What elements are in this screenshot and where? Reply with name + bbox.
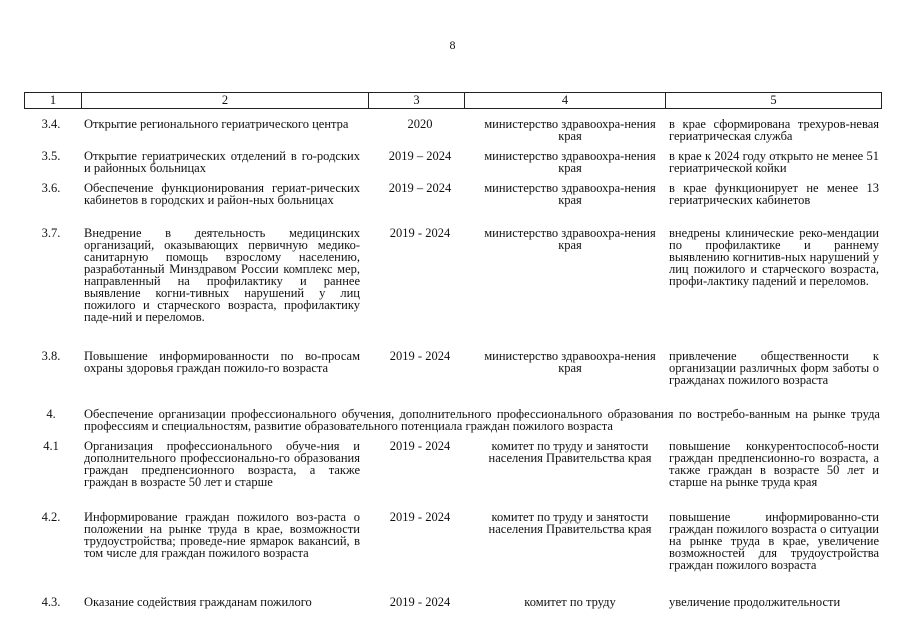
row-executor: министерство здравоохра-нения края [484,181,656,207]
row-name: Оказание содействия гражданам пожилого [84,595,312,609]
row-number: 3.8. [41,349,61,363]
row-result: внедрены клинические реко-мендации по профилактике и раннему выявлению когнитив-ных нарушений у лиц пожилого и старческого возраста, профи-лактику падений и переломов. [669,226,879,288]
row-result: повышение конкурентоспособ-ности граждан предпенсионно-го возраста, а также граждан в возрасте 50 лет и старше на рынке труда края [669,439,879,489]
row-result: в крае функционирует не менее 13 гериатрических кабинетов [669,181,879,207]
row-executor: комитет по труду и занятости населения Правительства края [488,439,652,465]
row-executor: комитет по труду [524,595,616,609]
header-col-2: 2 [82,93,369,108]
row-term: 2019 - 2024 [389,349,451,363]
table-header [24,92,882,109]
row-executor: министерство здравоохра-нения края [484,149,656,175]
row-number: 3.5. [41,149,61,163]
row-name: Информирование граждан пожилого воз-раста о положении на рынке труда в крае, возможности трудоустройства; проведе-ние ярмарок вакансий, в том числе для граждан пожилого возраста [84,510,360,560]
row-result: повышение информированно-сти граждан пожилого возраста о ситуации на рынке труда в крае, увеличение возможностей для трудоустройства граждан пожилого возраста [669,510,879,572]
row-name: Внедрение в деятельность медицинских организаций, оказывающих первичную медико-санитарную помощь взрослому населению, разработанный Минздравом России комплекс мер, направленный на профилактику и раннее выявление когни-тивных нарушений у лиц пожилого и старческого возраста, профилактику паде-ний и переломов. [84,226,360,324]
row-term: 2020 [407,117,433,131]
row-term: 2019 - 2024 [389,439,451,453]
page-number: 8 [449,38,456,52]
row-number: 3.4. [41,117,61,131]
row-executor: министерство здравоохра-нения края [484,226,656,252]
row-result: в крае к 2024 году открыто не менее 51 гериатрической койки [669,149,879,175]
row-executor: комитет по труду и занятости населения Правительства края [488,510,652,536]
row-term: 2019 - 2024 [389,226,451,240]
row-name: Обеспечение функционирования гериат-рических кабинетов в городских и район-ных больницах [84,181,360,207]
row-result: привлечение общественности к организации различных форм заботы о гражданах пожилого возраста [669,349,879,387]
row-number: 4.2. [41,510,61,524]
row-number: 3.6. [41,181,61,195]
row-term: 2019 – 2024 [388,181,452,195]
row-term: 2019 – 2024 [388,149,452,163]
row-number: 4.1 [43,439,59,453]
header-col-4: 4 [465,93,666,108]
row-number: 4.3. [41,595,61,609]
row-number: 3.7. [41,226,61,240]
header-col-5: 5 [770,93,777,107]
header-col-1: 1 [25,93,82,108]
row-term: 2019 - 2024 [389,510,451,524]
row-term: 2019 - 2024 [389,595,451,609]
section-number: 4. [46,407,56,421]
row-result: увеличение продолжительности [669,595,841,609]
row-result: в крае сформирована трехуров-невая гериатрическая служба [669,117,879,143]
row-name: Открытие гериатрических отделений в го-родских и районных больницах [84,149,360,175]
header-col-3: 3 [369,93,465,108]
row-executor: министерство здравоохра-нения края [484,117,656,143]
row-executor: министерство здравоохра-нения края [484,349,656,375]
section-title: Обеспечение организации профессионального обучения, дополнительного профессионального образования по востребо-ванным на рынке труда профессиям и специальностям, развитие образовательного потенциала граждан пожилого возраста [84,407,880,433]
row-name: Открытие регионального гериатрического центра [84,117,349,131]
row-name: Организация профессионального обуче-ния и дополнительного профессионально-го образования граждан предпенсионного возраста, а также граждан в возрасте 50 лет и старше [84,439,360,489]
row-name: Повышение информированности по во-просам охраны здоровья граждан пожило-го возраста [84,349,360,375]
